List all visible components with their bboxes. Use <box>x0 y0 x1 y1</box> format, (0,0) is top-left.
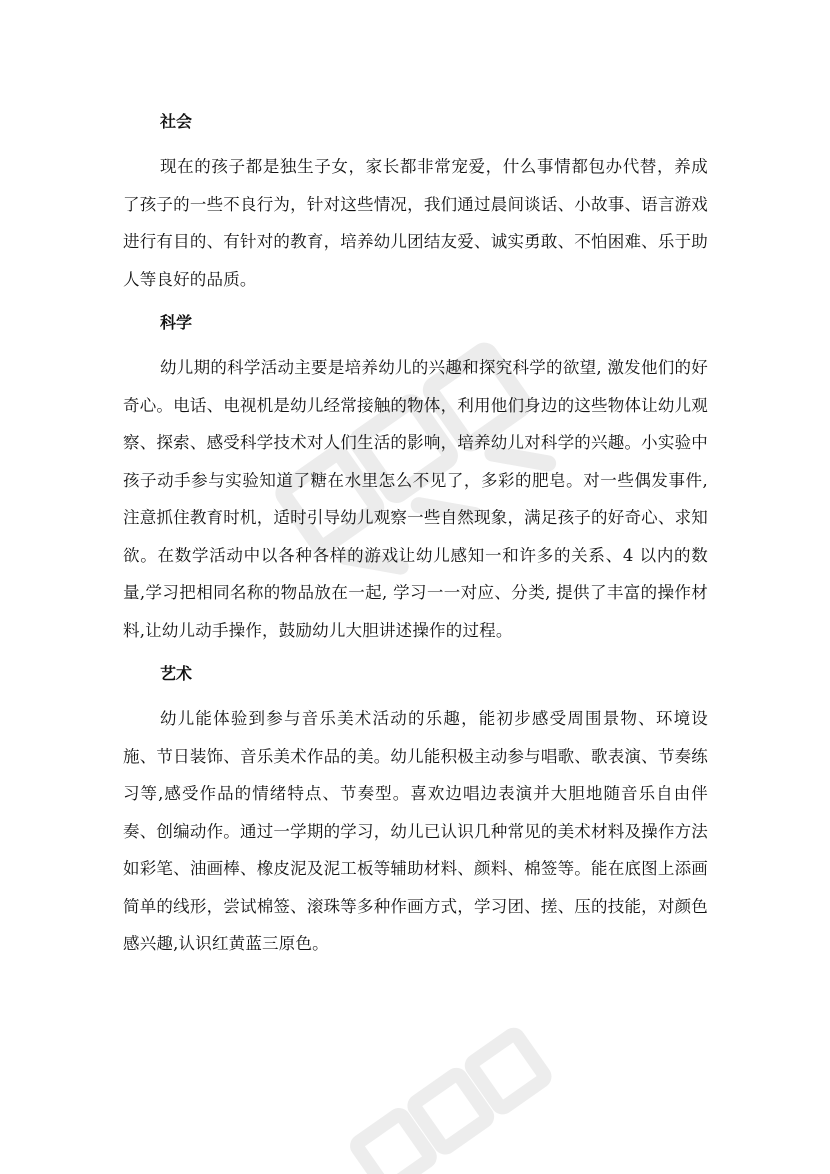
section-social <box>123 107 708 298</box>
section-heading: 艺术 <box>160 664 193 683</box>
document-body <box>123 107 708 973</box>
section-heading: 社会 <box>160 112 193 131</box>
section-science <box>123 308 708 649</box>
section-paragraph: 幼儿能体验到参与音乐美术活动的乐趣，能初步感受周围景物、环境设施、节日装饰、音乐美术作品的美。幼儿能积极主动参与唱歌、歌表演、节奏练习等,感受作品的情绪特点、节奏型。喜欢边唱边表演并大胆地随音乐自由伴奏、创编动作。通过一学期的学习，幼儿已认识几种常见的美术材料及操作方法如彩笔、油画棒、橡皮泥及泥工板等辅助材料、颜料、棉签等。能在底图上添画简单的线形，尝试棉签、滚珠等多种作画方式，学习团、搓、压的技能，对颜色感兴趣,认识红黄蓝三原色。 <box>123 709 708 953</box>
section-art <box>123 659 708 963</box>
section-paragraph: 幼儿期的科学活动主要是培养幼儿的兴趣和探究科学的欲望, 激发他们的好奇心。电话、电视机是幼儿经常接触的物体，利用他们身边的这些物体让幼儿观察、探索、感受科学技术对人们生活的影响，培养幼儿对科学的兴趣。小实验中孩子动手参与实验知道了糖在水里怎么不见了，多彩的肥皂。对一些偶发事件,注意抓住教育时机，适时引导幼儿观察一些自然现象，满足孩子的好奇心、求知欲。在数学活动中以各种各样的游戏让幼儿感知一和许多的关系、4 以内的数量,学习把相同名称的物品放在一起, 学习一一对应、分类, 提供了丰富的操作材料,让幼儿动手操作，鼓励幼儿大胆讲述操作的过程。 <box>123 358 708 640</box>
section-paragraph: 现在的孩子都是独生子女，家长都非常宠爱，什么事情都包办代替，养成了孩子的一些不良行为，针对这些情况，我们通过晨间谈话、小故事、语言游戏进行有目的、有针对的教育，培养幼儿团结友爱、诚实勇敢、不怕困难、乐于助人等良好的品质。 <box>123 157 708 289</box>
section-heading: 科学 <box>160 313 193 332</box>
watermark-logo-icon <box>330 1000 590 1174</box>
